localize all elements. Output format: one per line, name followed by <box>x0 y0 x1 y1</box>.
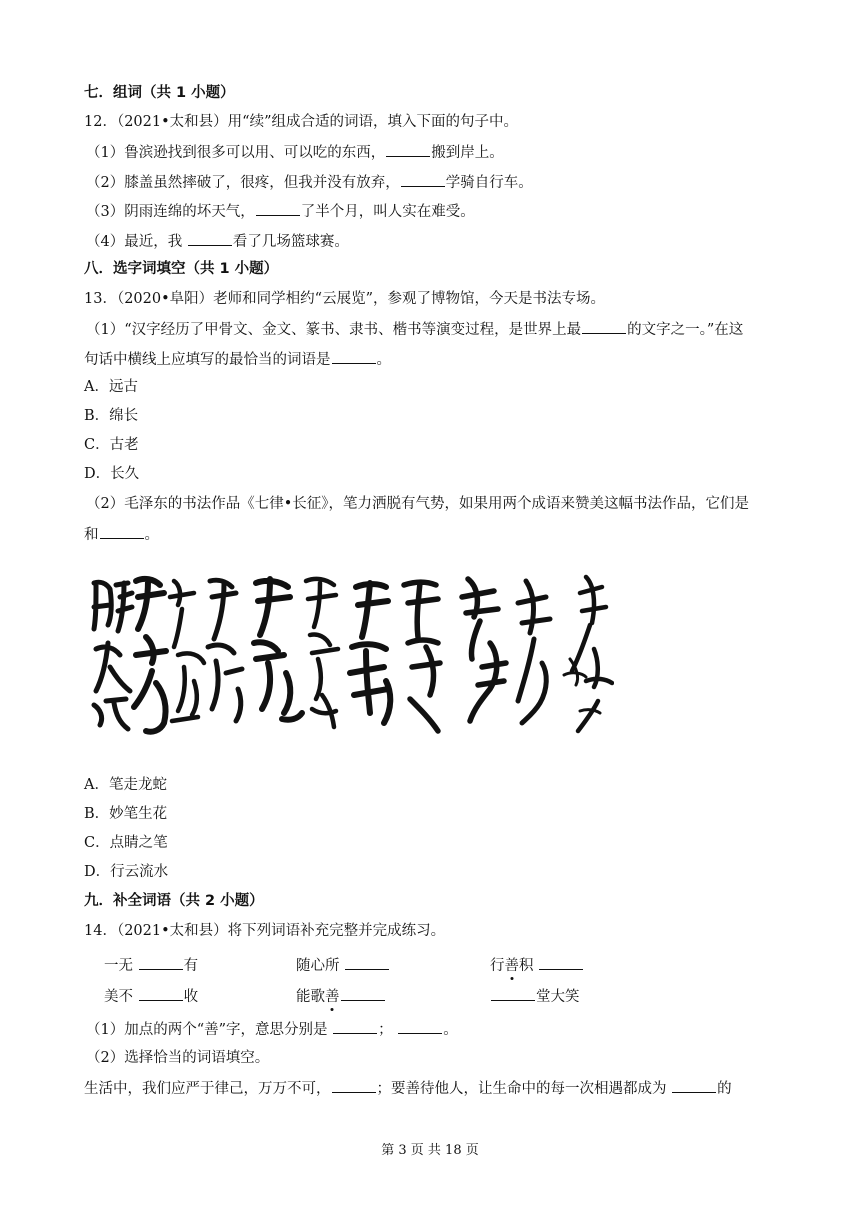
answer-blank[interactable] <box>139 955 183 970</box>
word-fill-6: 堂大笑 <box>490 986 580 1007</box>
page-number-footer: 第 3 页 共 18 页 <box>381 1143 479 1158</box>
q14-stem: 14．（2021•太和县）将下列词语补充完整并完成练习。 <box>84 923 446 939</box>
word-fill-3: 行善积 <box>490 955 584 976</box>
option-b[interactable]: B．妙笔生花 <box>84 806 168 822</box>
q12-sentence-4: （4）最近，我 看了几场篮球赛。 <box>86 231 349 252</box>
answer-blank[interactable] <box>333 1019 377 1034</box>
option-d[interactable]: D．行云流水 <box>84 864 169 880</box>
answer-blank[interactable] <box>345 955 389 970</box>
q14-part-2-sentence: 生活中，我们应严于律己，万万不可， ；要善待他人，让生命中的每一次相遇都成为 的 <box>84 1078 732 1099</box>
calligraphy-image <box>86 563 614 741</box>
q14-part-2: （2）选择恰当的词语填空。 <box>86 1050 270 1066</box>
q13-part-2-line-2: 和 。 <box>84 524 159 545</box>
answer-blank[interactable] <box>341 986 385 1001</box>
section-9-heading: 九．补全词语（共 2 小题） <box>84 893 264 909</box>
word-fill-2: 随心所 <box>296 955 390 976</box>
word-fill-1: 一无 有 <box>104 955 198 976</box>
q12-sentence-3: （3）阴雨连绵的坏天气， 了半个月，叫人实在难受。 <box>86 201 475 222</box>
answer-blank[interactable] <box>672 1078 716 1093</box>
section-7-heading: 七．组词（共 1 小题） <box>84 85 235 101</box>
q13-stem: 13．（2020•阜阳）老师和同学相约“云展览”，参观了博物馆，今天是书法专场。 <box>84 291 605 307</box>
option-c[interactable]: C．古老 <box>84 437 139 453</box>
answer-blank[interactable] <box>582 319 626 334</box>
answer-blank[interactable] <box>332 349 376 364</box>
answer-blank[interactable] <box>386 142 430 157</box>
answer-blank[interactable] <box>398 1019 442 1034</box>
q14-part-1: （1）加点的两个“善”字，意思分别是 ； 。 <box>86 1019 458 1040</box>
option-a[interactable]: A．笔走龙蛇 <box>84 777 167 793</box>
answer-blank[interactable] <box>332 1078 376 1093</box>
q13-part-2-line-1: （2）毛泽东的书法作品《七律•长征》，笔力洒脱有气势，如果用两个成语来赞美这幅书法作品，它们是 <box>86 496 750 512</box>
q12-stem: 12．（2021•太和县）用“续”组成合适的词语，填入下面的句子中。 <box>84 114 518 130</box>
answer-blank[interactable] <box>188 231 232 246</box>
option-d[interactable]: D．长久 <box>84 466 140 482</box>
option-c[interactable]: C．点睛之笔 <box>84 835 168 851</box>
answer-blank[interactable] <box>539 955 583 970</box>
q12-sentence-1: （1）鲁滨逊找到很多可以用、可以吃的东西， 搬到岸上。 <box>86 142 504 163</box>
emphasis-dot-char: 善 <box>504 958 519 974</box>
q12-sentence-2: （2）膝盖虽然摔破了，很疼，但我并没有放弃， 学骑自行车。 <box>86 172 533 193</box>
answer-blank[interactable] <box>100 524 144 539</box>
q13-part-1-line-1: （1）“汉字经历了甲骨文、金文、篆书、隶书、楷书等演变过程，是世界上最 的文字之一。”在这 <box>86 319 743 340</box>
q13-part-1-line-2: 句话中横线上应填写的最恰当的词语是 。 <box>84 349 391 370</box>
option-b[interactable]: B．绵长 <box>84 408 139 424</box>
answer-blank[interactable] <box>256 201 300 216</box>
answer-blank[interactable] <box>491 986 535 1001</box>
word-fill-5: 能歌善 <box>296 986 386 1007</box>
emphasis-dot-char: 善 <box>325 989 340 1005</box>
option-a[interactable]: A．远古 <box>84 379 138 395</box>
section-8-heading: 八．选字词填空（共 1 小题） <box>84 261 279 277</box>
word-fill-4: 美不 收 <box>104 986 198 1007</box>
answer-blank[interactable] <box>401 172 445 187</box>
answer-blank[interactable] <box>139 986 183 1001</box>
